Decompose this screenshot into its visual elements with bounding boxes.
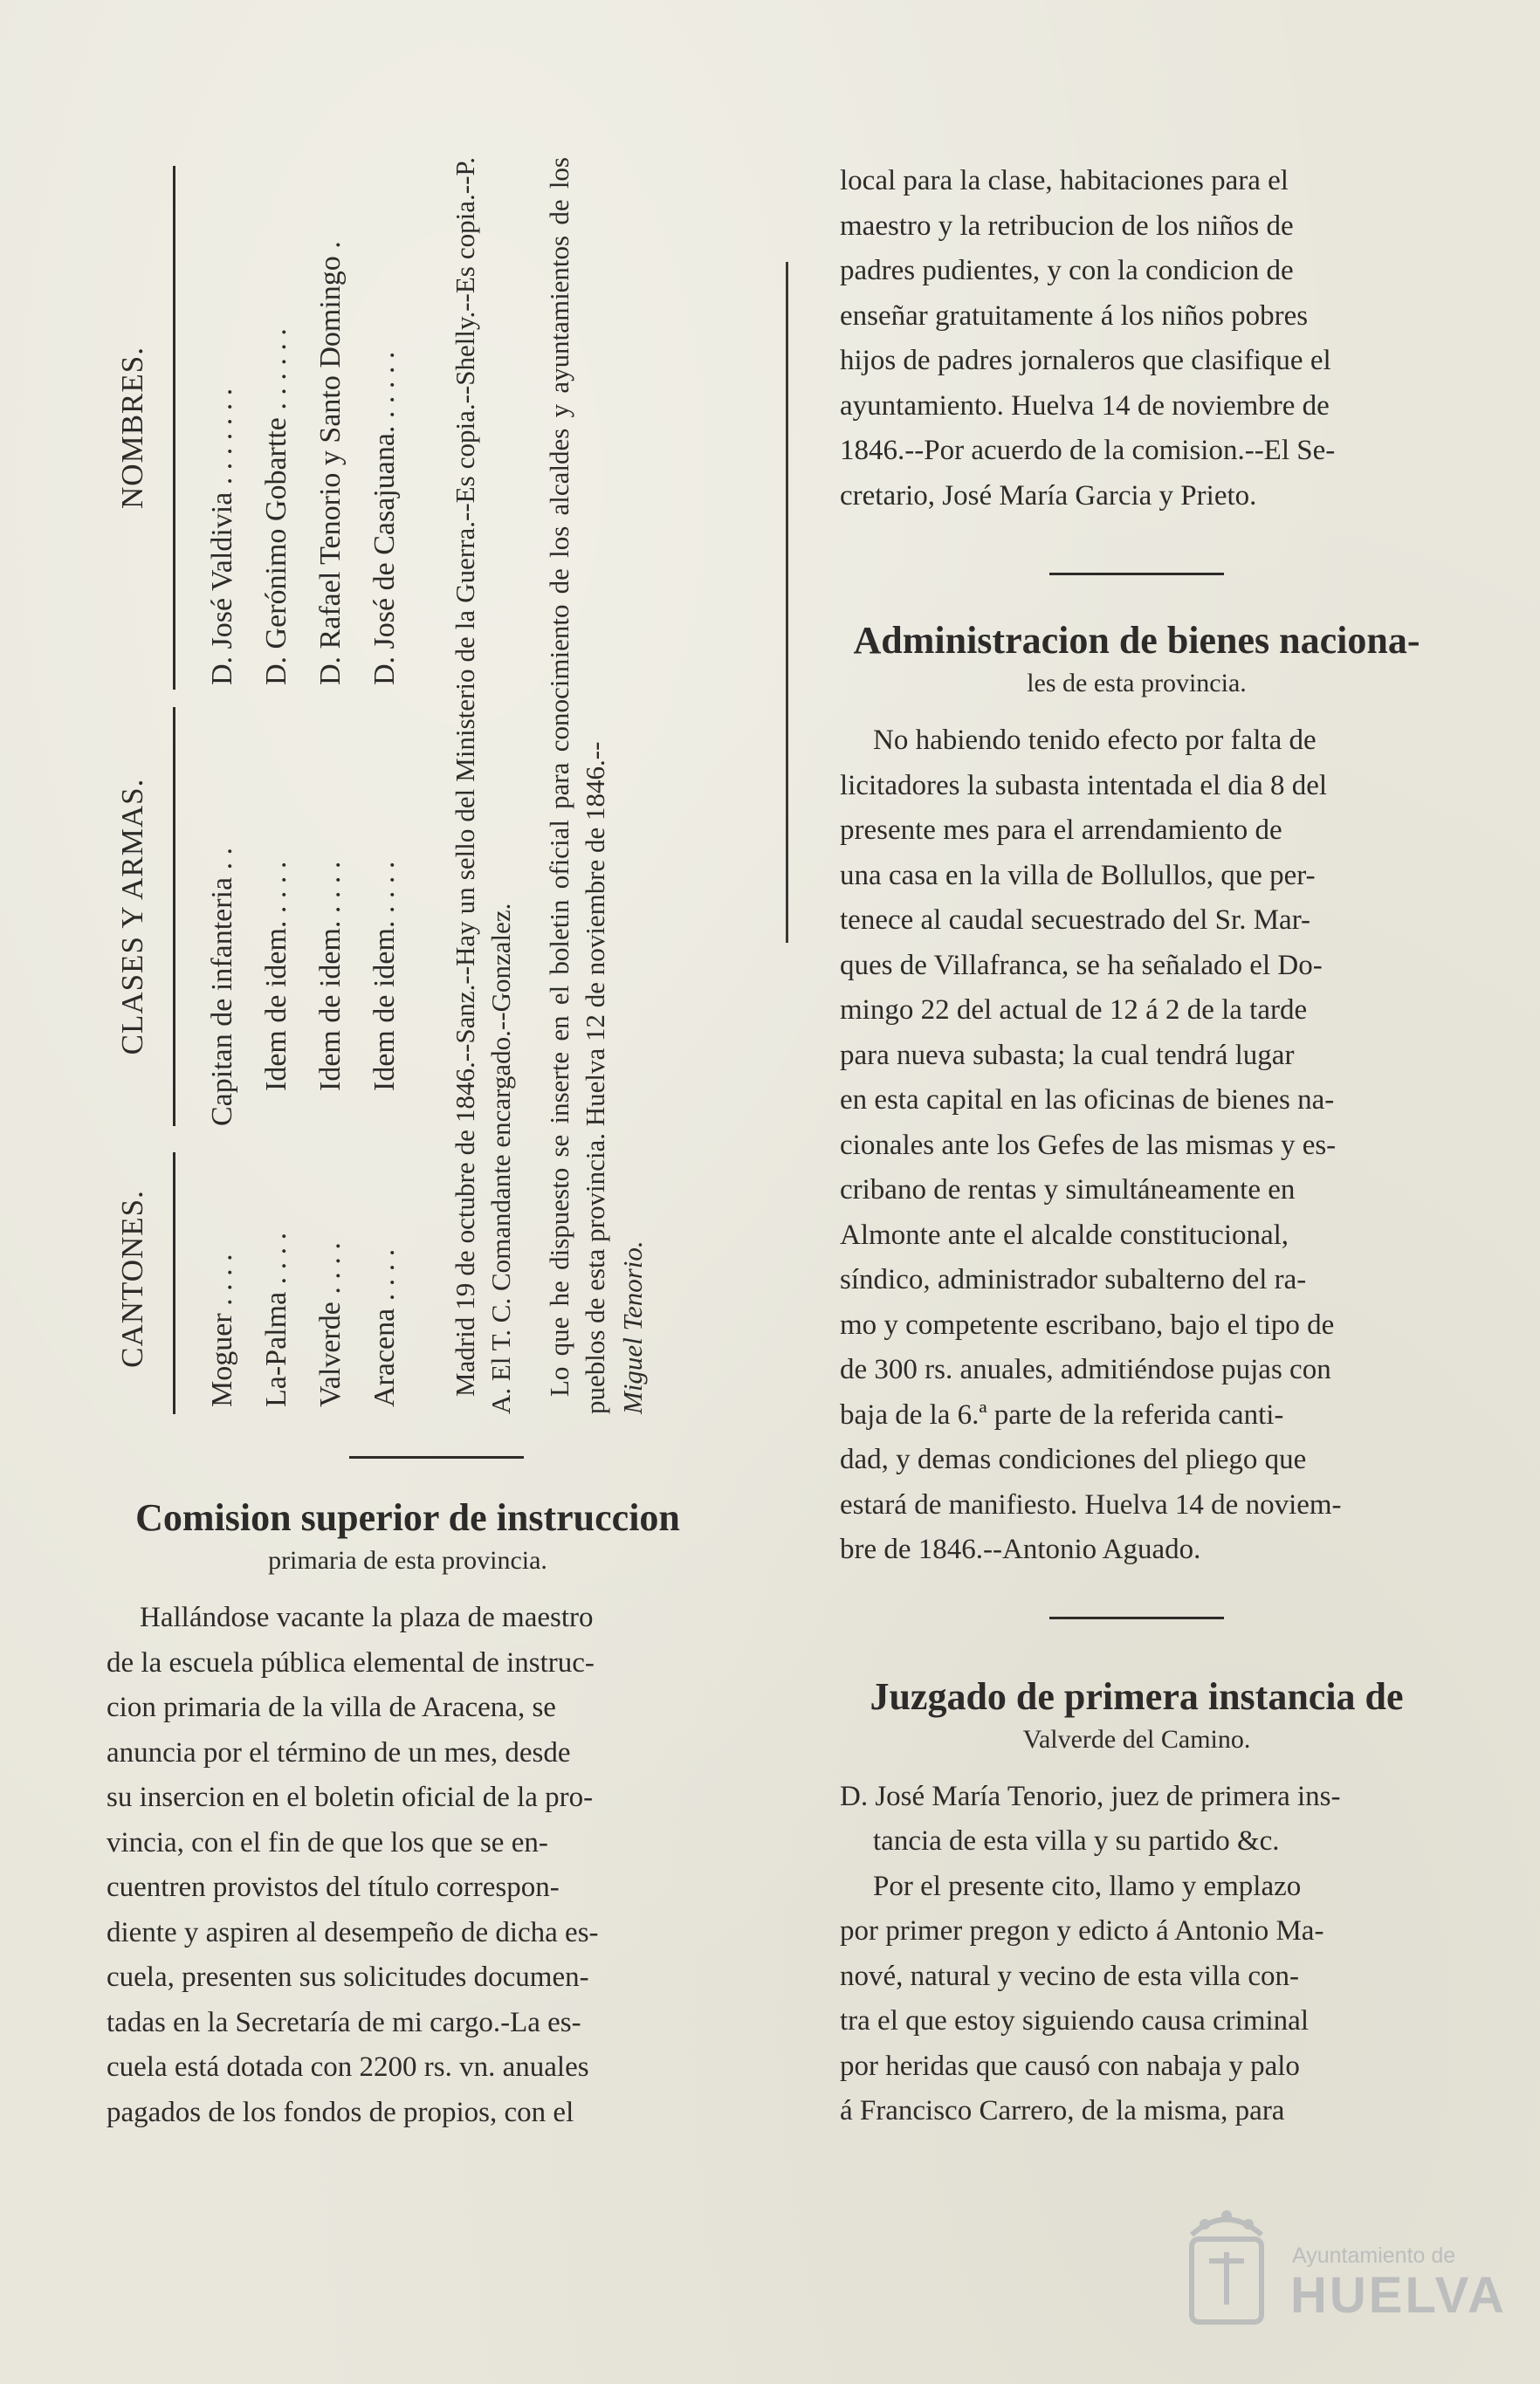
clase-cell: Idem de idem. . . . . [260, 861, 292, 1091]
madrid-note: Madrid 19 de octubre de 1846.--Sanz.--Hay un sello del Ministerio de la Guerra.--Es copia.--Shelly.--Es copia.--P. A. El T. C. Comandante encargado.--Gonzalez. [450, 157, 516, 1414]
administracion-line: bre de 1846.--Antonio Aguado. [840, 1534, 1201, 1565]
comision-line: cuentren provistos del título correspon- [107, 1872, 560, 1903]
comision-line: cion primaria de la villa de Aracena, se [107, 1692, 556, 1723]
juzgado-line: tancia de esta villa y su partido &c. [873, 1825, 1280, 1857]
continuation-line: cretario, José María Garcia y Prieto. [840, 479, 1257, 512]
administracion-line: de 300 rs. anuales, admitiéndose pujas con [840, 1354, 1331, 1385]
comision-notice [107, 1494, 709, 2135]
separator-rule [1049, 573, 1224, 575]
juzgado-subtitle: Valverde del Camino. [1022, 1724, 1251, 1754]
nombre-cell: D. Rafael Tenorio y Santo Domingo . [314, 241, 347, 685]
final-note: Lo que he dispuesto se inserte en el boletin oficial para conocimiento de los alcaldes y ayuntamientos de los pueblos de esta provincia. Huelva 12 de noviembre de 1846.-- [544, 157, 610, 1414]
juzgado-title: Juzgado de primera instancia de [870, 1674, 1404, 1718]
continuation-line: 1846.--Por acuerdo de la comision.--El Se- [840, 435, 1336, 466]
comision-title: Comision superior de instruccion [135, 1496, 680, 1539]
juzgado-line: Por el presente cito, llamo y emplazo [873, 1870, 1302, 1902]
administracion-line: para nueva subasta; la cual tendrá lugar [840, 1039, 1295, 1071]
administracion-line: cribano de rentas y simultáneamente en [840, 1174, 1296, 1206]
administracion-line: una casa en la villa de Bollullos, que per- [840, 859, 1316, 891]
comision-line: diente y aspiren al desempeño de dicha es- [107, 1916, 599, 1948]
administracion-line: mo y competente escribano, bajo el tipo de [840, 1309, 1335, 1341]
administracion-line: cionales ante los Gefes de las mismas y es- [840, 1129, 1337, 1161]
continuation-line: hijos de padres jornaleros que clasifique el [840, 345, 1331, 376]
header-rule-cantones [173, 1152, 175, 1414]
comision-line: pagados de los fondos de propios, con el [107, 2096, 574, 2128]
administracion-subtitle: les de esta provincia. [1027, 669, 1247, 697]
continuation-line: ayuntamiento. Huelva 14 de noviembre de [840, 389, 1330, 422]
comision-line: vincia, con el fin de que los que se en- [107, 1826, 548, 1858]
signature: Miguel Tenorio. [617, 1240, 648, 1414]
header-cantones: CANTONES. [115, 1190, 149, 1368]
administracion-line: ques de Villafranca, se ha señalado el Do- [840, 949, 1323, 981]
continuation-line: maestro y la retribucion de los niños de [840, 210, 1294, 242]
canton-cell: Aracena . . . . [368, 1248, 401, 1407]
separator-rule [349, 1456, 524, 1459]
rotated-table [105, 157, 751, 1414]
header-clases: CLASES Y ARMAS. [115, 778, 149, 1055]
cantones-table-block [105, 157, 751, 1414]
administracion-line: dad, y demas condiciones del pliego que [840, 1444, 1307, 1475]
header-rule-nombres [173, 166, 175, 690]
nombre-cell: D. José Valdivia . . . . . . . [206, 388, 238, 685]
comision-line: tadas en la Secretaría de mi cargo.-La es- [107, 2006, 581, 2038]
juzgado-line: nové, natural y vecino de esta villa con- [840, 1960, 1299, 1992]
administracion-line: licitadores la subasta intentada el dia 8 del [840, 769, 1328, 801]
juzgado-line: por heridas que causó con nabaja y palo [840, 2050, 1300, 2082]
clase-cell: Idem de idem. . . . . [368, 861, 401, 1091]
administracion-line: Almonte ante el alcalde constitucional, [840, 1219, 1289, 1251]
table-row [314, 157, 367, 1414]
comision-line: cuela, presenten sus solicitudes documen- [107, 1961, 589, 1993]
comision-line: su insercion en el boletin oficial de la pro- [107, 1782, 594, 1813]
canton-cell: Valverde . . . . [314, 1242, 347, 1407]
header-rule-clases [173, 707, 175, 1126]
comision-line: cuela está dotada con 2200 rs. vn. anuales [107, 2051, 589, 2083]
nombre-cell: D. Gerónimo Gobartte . . . . . . [260, 328, 292, 685]
juzgado-line: tra el que estoy siguiendo causa criminal [840, 2005, 1309, 2037]
comision-line: anuncia por el término de un mes, desde [107, 1736, 571, 1769]
comision-line: Hallándose vacante la plaza de maestro [140, 1602, 594, 1633]
coat-of-arms-icon [1179, 2200, 1275, 2339]
clase-cell: Idem de idem. . . . . [314, 861, 347, 1091]
continuation-line: local para la clase, habitaciones para el [840, 165, 1289, 196]
continuation-line: padres pudientes, y con la condicion de [840, 255, 1294, 286]
juzgado-line: por primer pregon y edicto á Antonio Ma- [840, 1915, 1324, 1947]
administracion-line: presente mes para el arrendamiento de [840, 814, 1282, 846]
clase-cell: Capitan de infanteria . . [206, 847, 238, 1126]
watermark-line1: Ayuntamiento de [1292, 2243, 1456, 2268]
comision-subtitle: primaria de esta provincia. [268, 1546, 547, 1575]
table-row [368, 157, 421, 1414]
table-row [260, 157, 313, 1414]
nombre-cell: D. José de Casajuana. . . . . . [368, 351, 401, 685]
administracion-line: tenece al caudal secuestrado del Sr. Mar- [840, 904, 1311, 936]
huelva-watermark [1179, 2200, 1507, 2339]
administracion-title: Administracion de bienes naciona- [853, 619, 1420, 662]
table-row [206, 157, 258, 1414]
continuation-line: enseñar gratuitamente á los niños pobres [840, 299, 1309, 332]
administracion-line: baja de la 6.ª parte de la referida canti- [840, 1398, 1284, 1431]
administracion-line: No habiendo tenido efecto por falta de [873, 725, 1317, 756]
administracion-line: síndico, administrador subalterno del ra- [840, 1264, 1307, 1295]
watermark-line2: HUELVA [1290, 2267, 1507, 2324]
header-nombres: NOMBRES. [115, 347, 149, 509]
juzgado-line: á Francisco Carrero, de la misma, para [840, 2095, 1285, 2126]
administracion-line: estará de manifiesto. Huelva 14 de noviem- [840, 1488, 1342, 1521]
administracion-line: en esta capital en las oficinas de bienes na- [840, 1084, 1335, 1116]
canton-cell: La-Palma . . . . [260, 1232, 292, 1407]
comision-line: de la escuela pública elemental de instruc- [107, 1646, 595, 1679]
separator-rule [1049, 1617, 1224, 1619]
canton-cell: Moguer . . . . [206, 1254, 238, 1407]
right-column [840, 159, 1433, 2134]
administracion-line: mingo 22 del actual de 12 á 2 de la tarde [840, 994, 1308, 1026]
column-divider [786, 262, 788, 943]
juzgado-line: D. José María Tenorio, juez de primera ins- [840, 1780, 1341, 1812]
